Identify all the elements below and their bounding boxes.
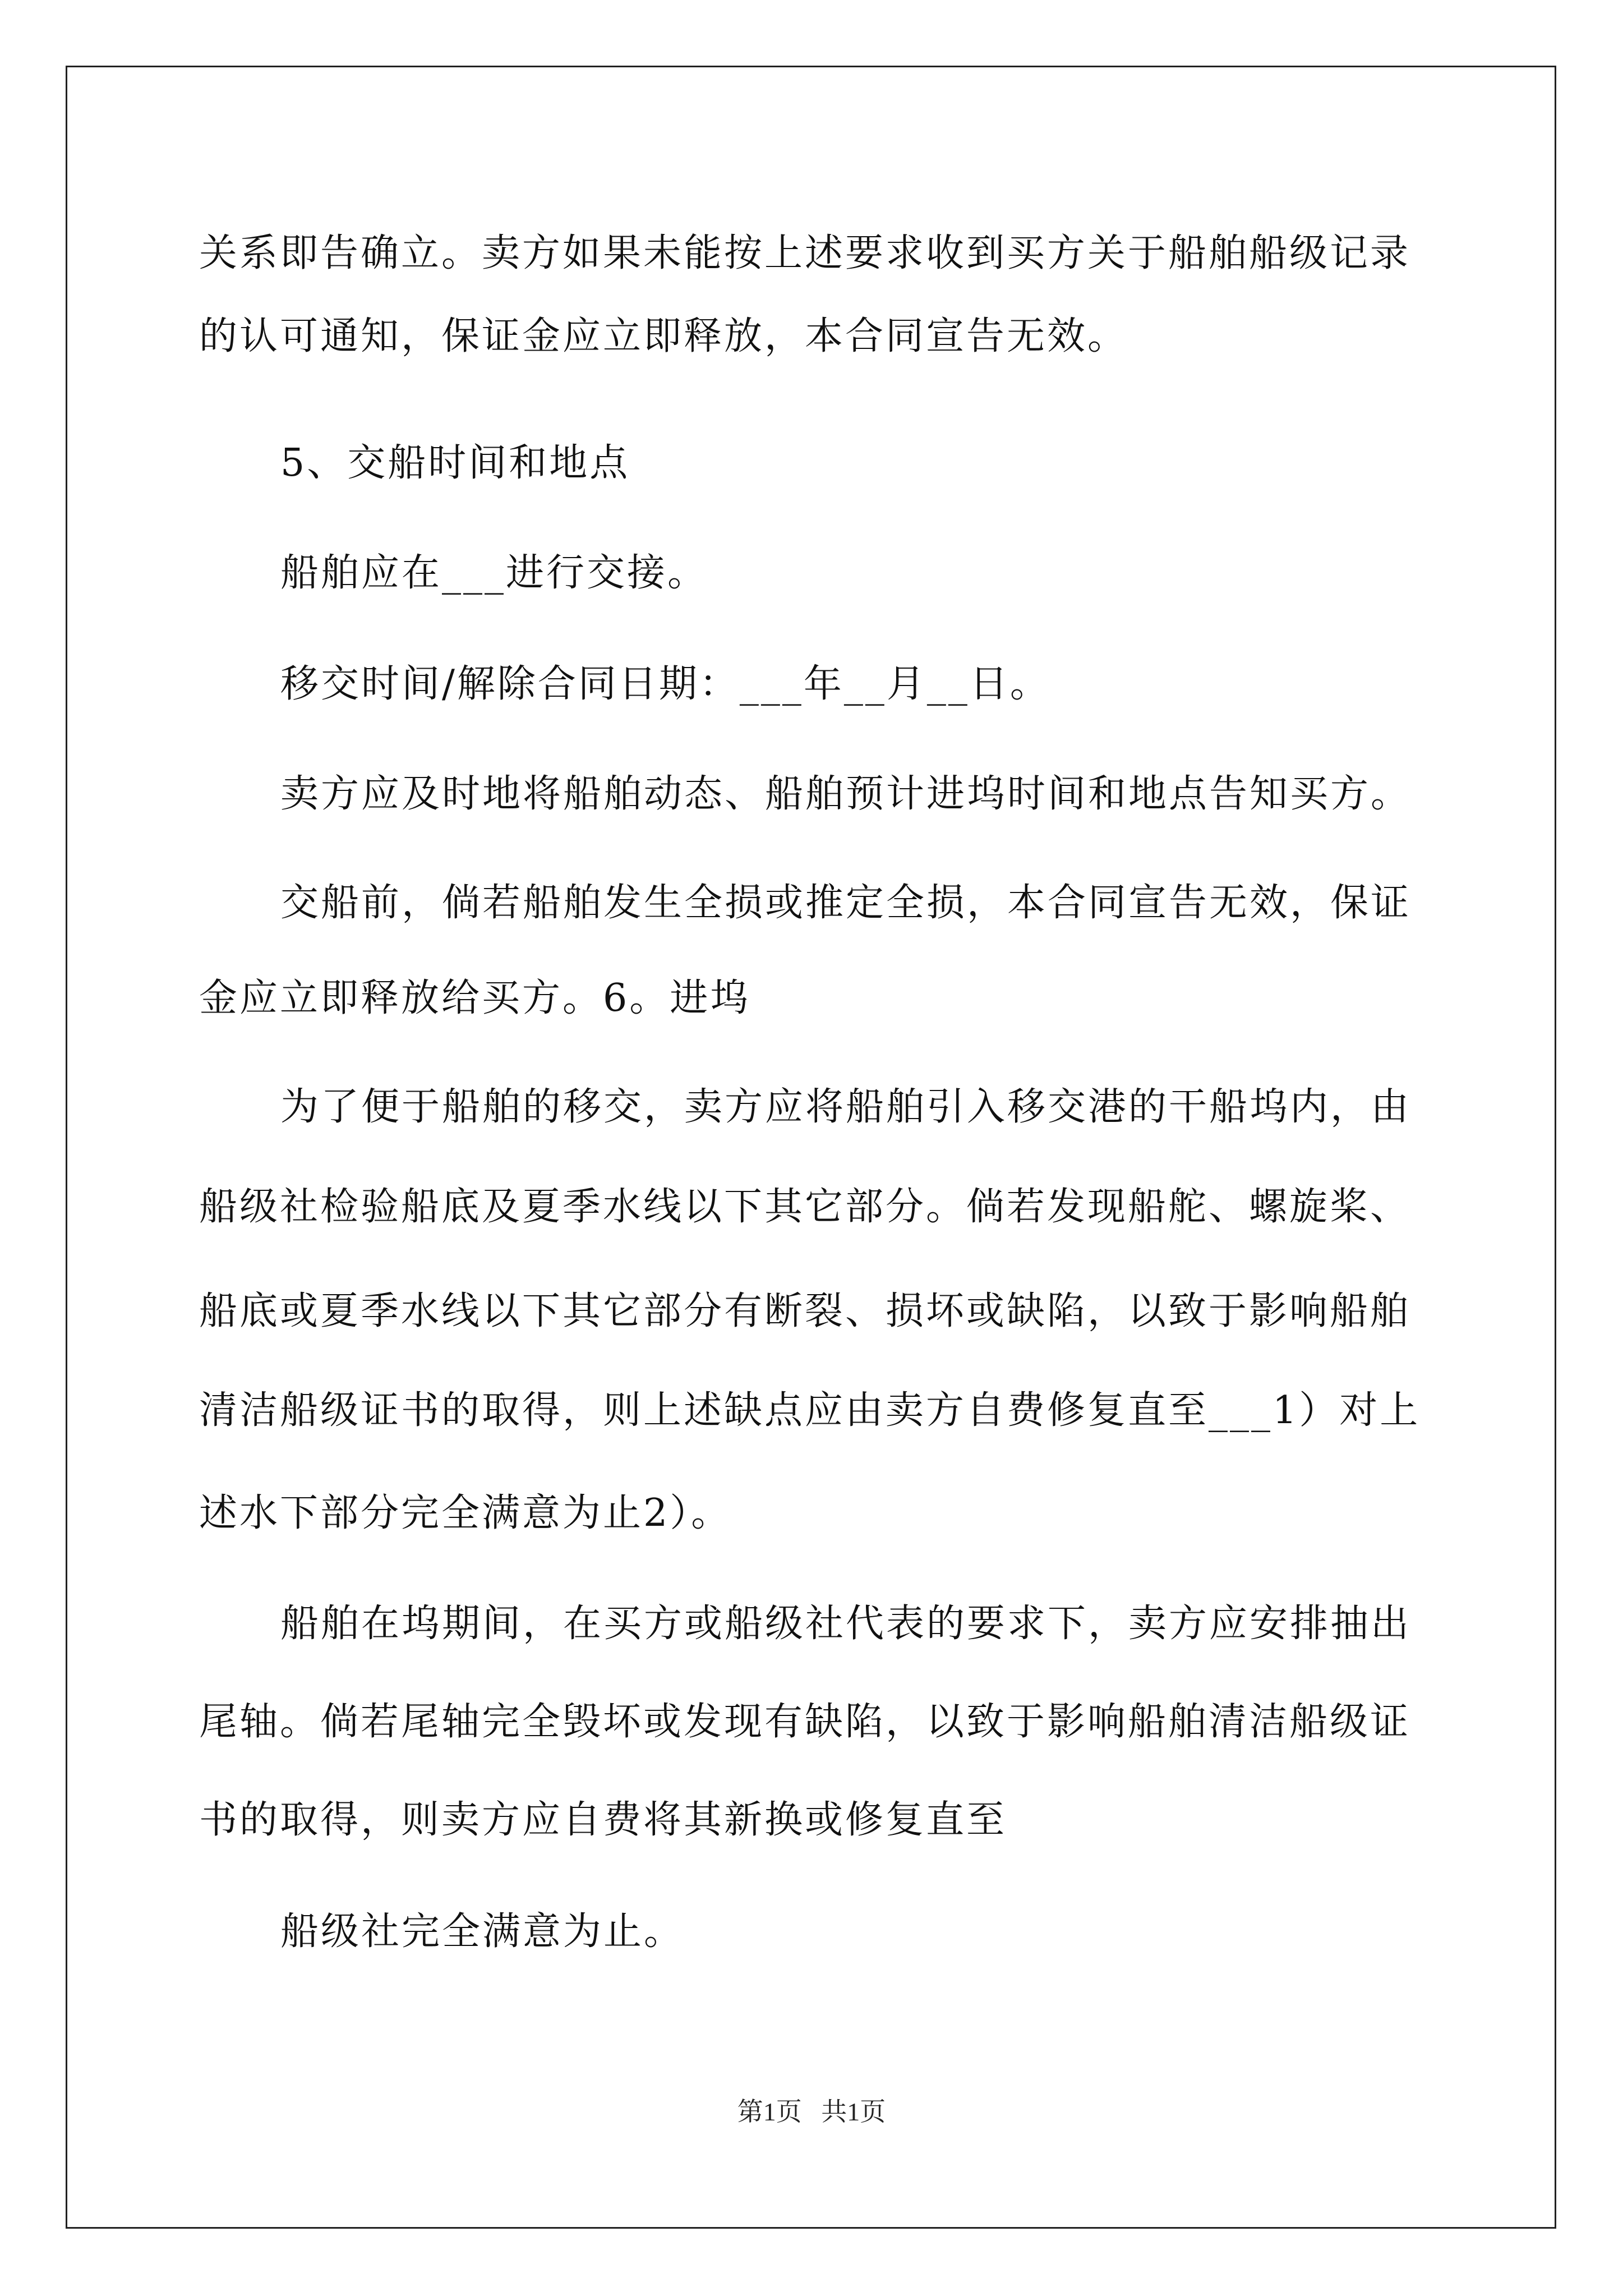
text-line-13: 述水下部分完全满意为止2）。 (199, 1491, 732, 1535)
text-line-1: 关系即告确立。卖方如果未能按上述要求收到买方关于船舶船级记录 (199, 231, 1411, 275)
text-line-15: 尾轴。倘若尾轴完全毁坏或发现有缺陷，以致于影响船舶清洁船级证 (199, 1700, 1411, 1744)
text-line-8: 金应立即释放给买方。6。进坞 (199, 976, 751, 1020)
text-line-2: 的认可通知，保证金应立即释放，本合同宣告无效。 (199, 314, 1128, 358)
text-line-11: 船底或夏季水线以下其它部分有断裂、损坏或缺陷，以致于影响船舶 (199, 1289, 1411, 1333)
section-heading-5: 5、交船时间和地点 (280, 441, 630, 485)
text-line-7: 交船前，倘若船舶发生全损或推定全损，本合同宣告无效，保证 (280, 881, 1412, 925)
text-line-10: 船级社检验船底及夏季水线以下其它部分。倘若发现船舵、螺旋桨、 (199, 1185, 1411, 1229)
text-line-5: 移交时间/解除合同日期：___年__月__日。 (280, 662, 1050, 706)
text-line-17: 船级社完全满意为止。 (280, 1910, 685, 1954)
text-line-9: 为了便于船舶的移交，卖方应将船舶引入移交港的干船坞内，由 (280, 1085, 1412, 1129)
page-footer: 第1页 共1页 (737, 2097, 886, 2126)
text-line-14: 船舶在坞期间，在买方或船级社代表的要求下，卖方应安排抽出 (280, 1602, 1412, 1646)
page-border (66, 66, 1556, 2229)
text-line-6: 卖方应及时地将船舶动态、船舶预计进坞时间和地点告知买方。 (280, 772, 1412, 816)
text-line-16: 书的取得，则卖方应自费将其新换或修复直至 (199, 1798, 1007, 1842)
text-line-4: 船舶应在___进行交接。 (280, 551, 708, 595)
text-line-12: 清洁船级证书的取得，则上述缺点应由卖方自费修复直至___1）对上 (199, 1388, 1421, 1433)
